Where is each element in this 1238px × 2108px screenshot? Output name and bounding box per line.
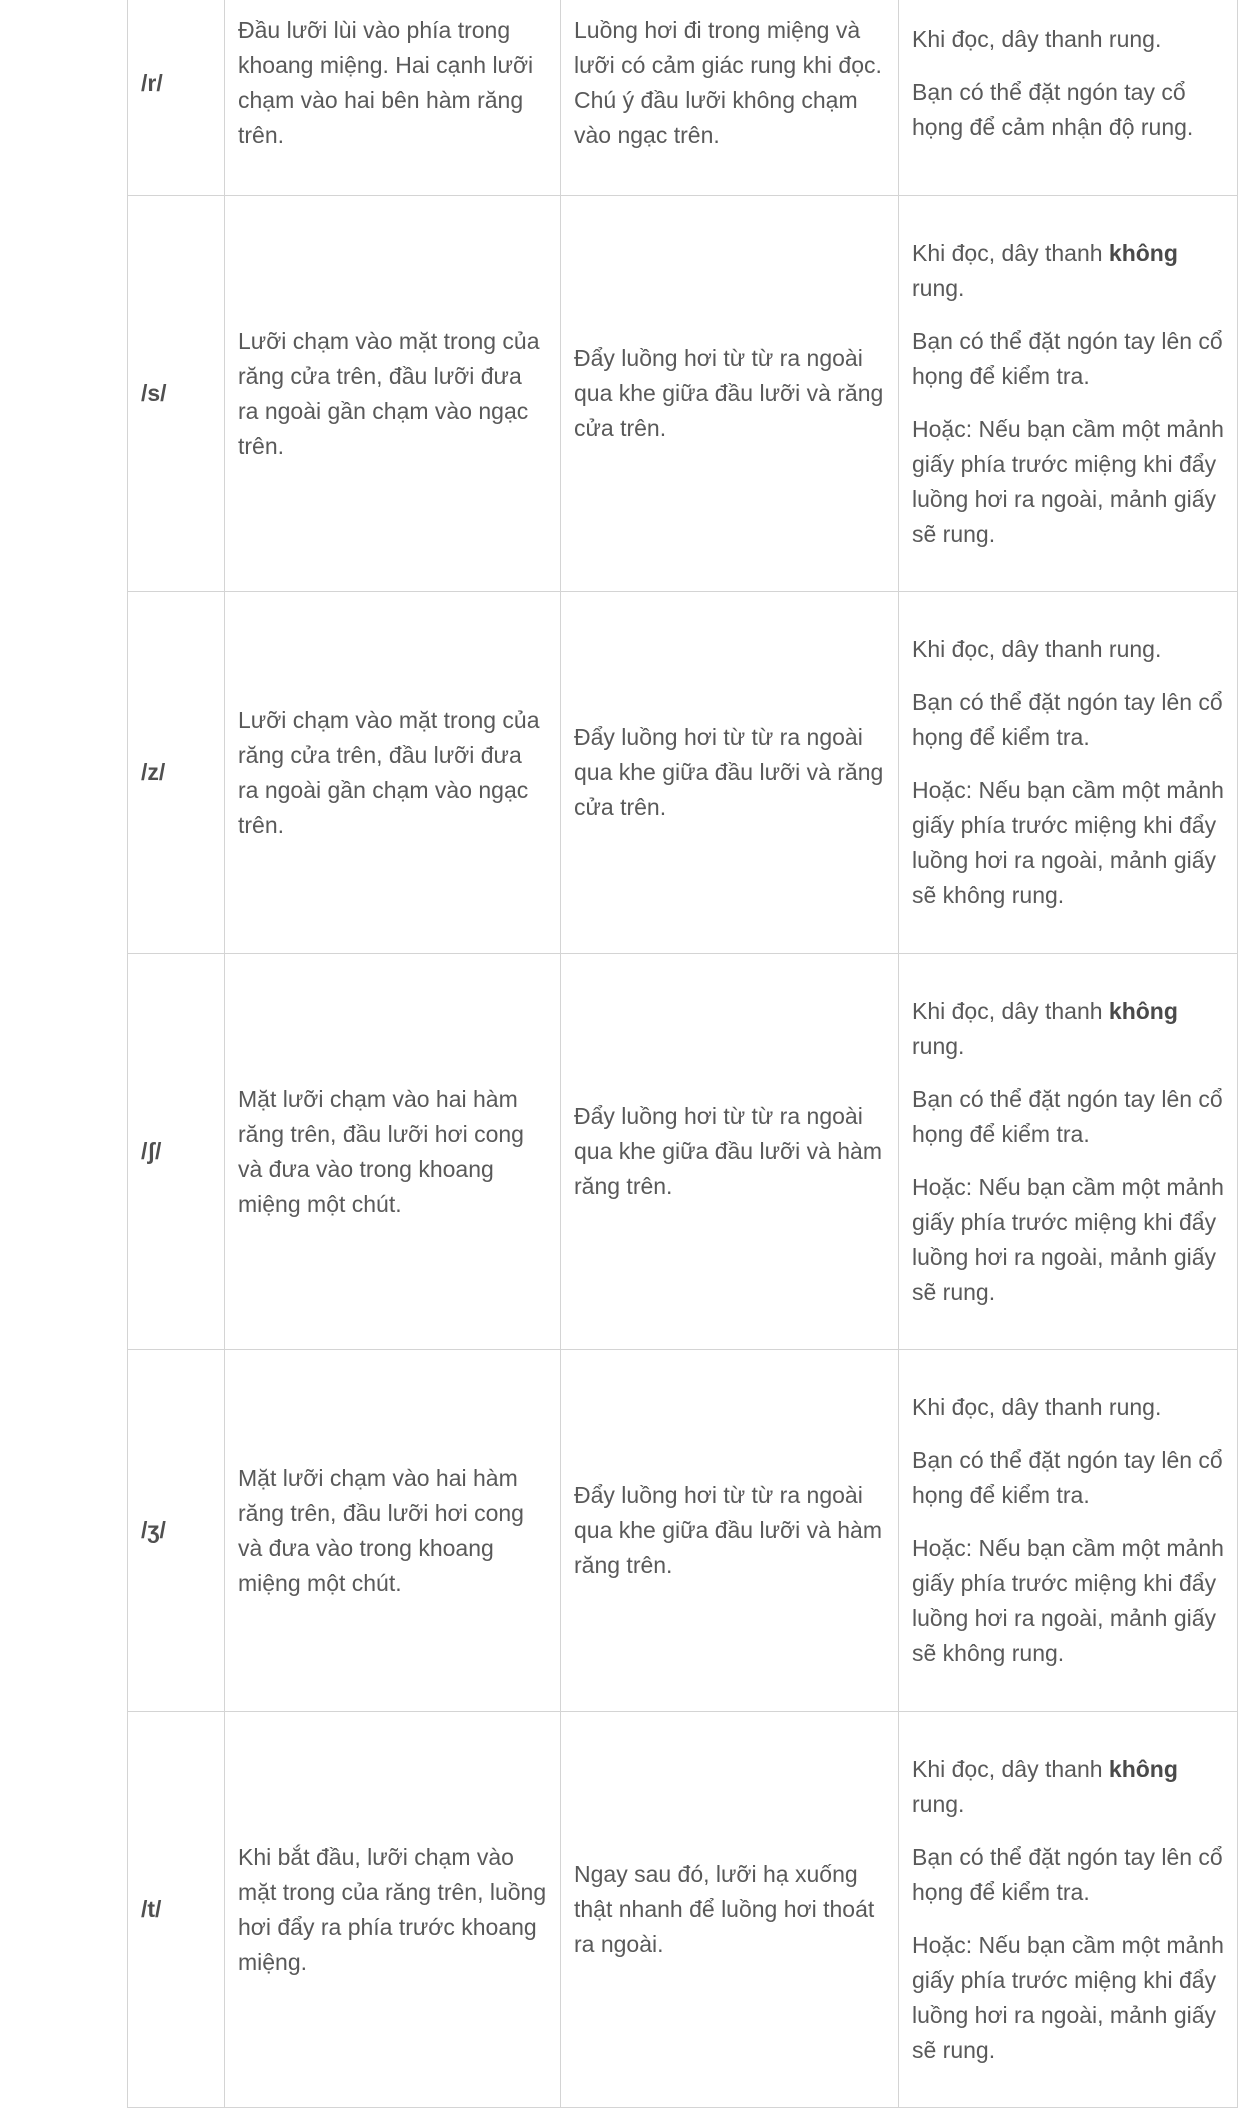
table-row [128,196,1238,592]
table-row [128,1712,1238,2108]
voicing-text: Khi đọc, dây thanh [912,997,1109,1024]
tongue-position: Mặt lưỡi chạm vào hai hàm răng trên, đầu lưỡi hơi cong và đưa vào trong khoang miệng một chút. [225,1350,561,1712]
voicing-text: Khi đọc, dây thanh rung. [912,1394,1162,1420]
check-hint: Bạn có thể đặt ngón tay lên cổ họng để kiểm tra. [912,327,1223,389]
tongue-position: Đầu lưỡi lùi vào phía trong khoang miệng. Hai cạnh lưỡi chạm vào hai bên hàm răng trên. [225,0,561,196]
paper-hint: Hoặc: Nếu bạn cầm một mảnh giấy phía trước miệng khi đẩy luồng hơi ra ngoài, mảnh giấy sẽ rung. [912,1931,1224,2063]
tongue-position: Lưỡi chạm vào mặt trong của răng cửa trên, đầu lưỡi đưa ra ngoài gần chạm vào ngạc trên. [225,592,561,954]
check-hint: Bạn có thể đặt ngón tay cổ họng để cảm nhận độ rung. [912,78,1194,140]
voicing-note [899,1712,1238,2108]
voicing-text: Khi đọc, dây thanh rung. [912,636,1162,662]
voicing-text: Khi đọc, dây thanh [912,1755,1109,1782]
airflow-description: Đẩy luồng hơi từ từ ra ngoài qua khe giữa đầu lưỡi và răng cửa trên. [561,196,899,592]
tongue-position: Lưỡi chạm vào mặt trong của răng cửa trên, đầu lưỡi đưa ra ngoài gần chạm vào ngạc trên. [225,196,561,592]
voicing-note [899,1350,1238,1712]
phoneme-symbol: /z/ [128,592,225,954]
voicing-emphasis: không [1108,239,1178,266]
airflow-description: Đẩy luồng hơi từ từ ra ngoài qua khe giữa đầu lưỡi và hàm răng trên. [561,954,899,1350]
voicing-emphasis: không [1108,997,1178,1024]
phoneme-symbol: /ʒ/ [128,1350,225,1712]
table-row [128,954,1238,1350]
airflow-description: Đẩy luồng hơi từ từ ra ngoài qua khe giữa đầu lưỡi và răng cửa trên. [561,592,899,954]
airflow-description: Đẩy luồng hơi từ từ ra ngoài qua khe giữa đầu lưỡi và hàm răng trên. [561,1350,899,1712]
paper-hint: Hoặc: Nếu bạn cầm một mảnh giấy phía trước miệng khi đẩy luồng hơi ra ngoài, mảnh giấy sẽ rung. [912,1173,1224,1305]
tongue-position: Mặt lưỡi chạm vào hai hàm răng trên, đầu lưỡi hơi cong và đưa vào trong khoang miệng một chút. [225,954,561,1350]
voicing-note [899,0,1238,196]
paper-hint: Hoặc: Nếu bạn cầm một mảnh giấy phía trước miệng khi đẩy luồng hơi ra ngoài, mảnh giấy sẽ không rung. [912,777,1224,908]
check-hint: Bạn có thể đặt ngón tay lên cổ họng để kiểm tra. [912,1843,1223,1905]
tongue-position: Khi bắt đầu, lưỡi chạm vào mặt trong của răng trên, luồng hơi đẩy ra phía trước khoang miệng. [225,1712,561,2108]
voicing-suffix: rung. [912,1790,965,1817]
voicing-note [899,954,1238,1350]
check-hint: Bạn có thể đặt ngón tay lên cổ họng để kiểm tra. [912,1085,1223,1147]
phoneme-symbol: /r/ [128,0,225,196]
voicing-text: Khi đọc, dây thanh rung. [912,25,1162,52]
phoneme-table [127,0,1238,2108]
airflow-description: Luồng hơi đi trong miệng và lưỡi có cảm giác rung khi đọc. Chú ý đầu lưỡi không chạm vào ngạc trên. [561,0,899,196]
check-hint: Bạn có thể đặt ngón tay lên cổ họng để kiểm tra. [912,689,1223,750]
voicing-suffix: rung. [912,1032,965,1059]
voicing-text: Khi đọc, dây thanh [912,239,1109,266]
airflow-description: Ngay sau đó, lưỡi hạ xuống thật nhanh để luồng hơi thoát ra ngoài. [561,1712,899,2108]
phoneme-symbol: /t/ [128,1712,225,2108]
voicing-suffix: rung. [912,274,965,301]
paper-hint: Hoặc: Nếu bạn cầm một mảnh giấy phía trước miệng khi đẩy luồng hơi ra ngoài, mảnh giấy sẽ không rung. [912,1535,1224,1666]
paper-hint: Hoặc: Nếu bạn cầm một mảnh giấy phía trước miệng khi đẩy luồng hơi ra ngoài, mảnh giấy sẽ rung. [912,415,1224,547]
phoneme-symbol: /s/ [128,196,225,592]
table-row [128,1350,1238,1712]
voicing-note [899,196,1238,592]
voicing-note [899,592,1238,954]
phoneme-symbol: /ʃ/ [128,954,225,1350]
check-hint: Bạn có thể đặt ngón tay lên cổ họng để kiểm tra. [912,1447,1223,1508]
table-row [128,592,1238,954]
table-row [128,0,1238,196]
voicing-emphasis: không [1108,1755,1178,1782]
